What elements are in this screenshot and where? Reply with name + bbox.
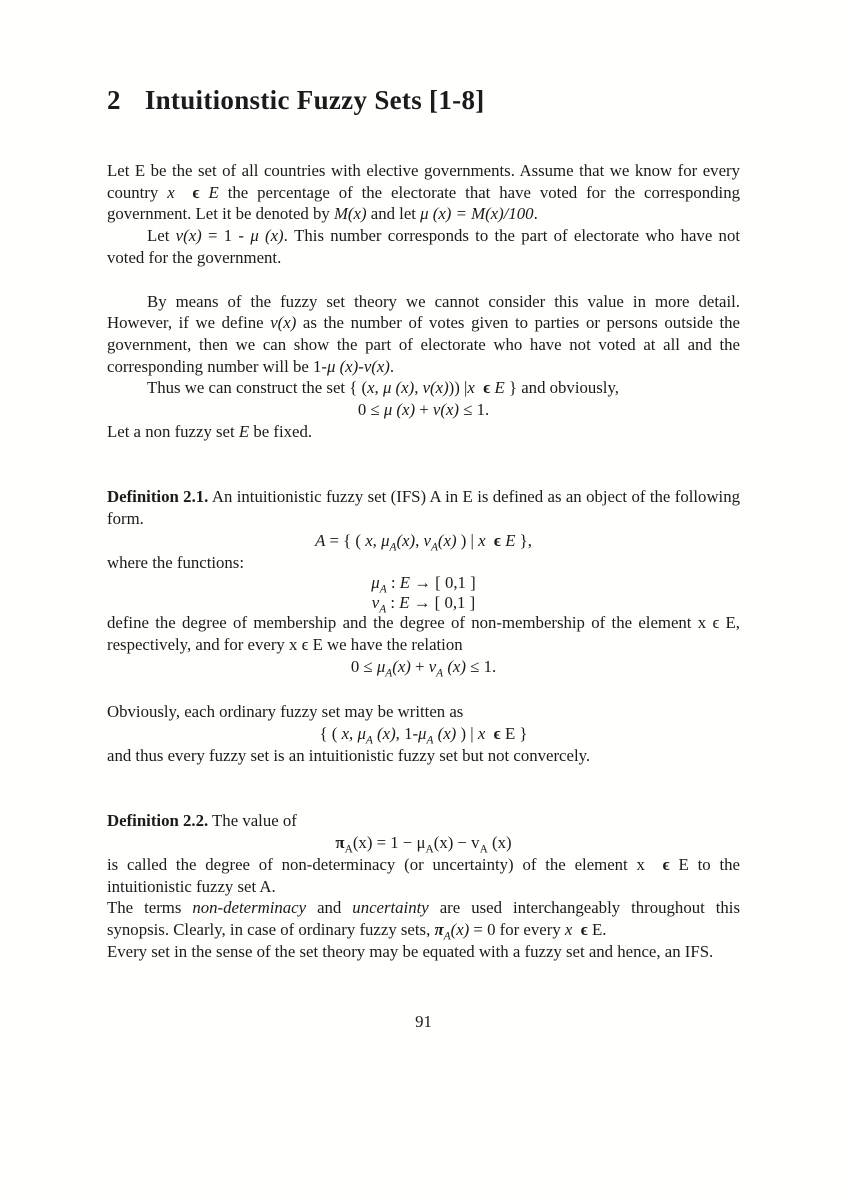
paragraph-terms: The terms non-determinacy and uncertainty are used interchangeably throughout this synopsis. Clearly, in case of ordinary fuzzy sets, $\pi_A(x) = 0$ for every x ϵ E. <box>107 898 741 943</box>
equation-mu-plus-v: 0 ≤ μ (x) + v(x) ≤ 1. <box>357 400 490 420</box>
section-heading <box>107 84 740 116</box>
page-content <box>107 84 740 962</box>
equation-pi-definition: $\pi_A(x) = 1 - \mu_A(x) - v_A$ (x) <box>335 833 512 856</box>
paragraph-every-set: Every set in the sense of the set theory may be equated with a fuzzy set and hence, an IFS. <box>107 941 714 961</box>
section-number: 2 <box>107 85 121 115</box>
line-non-fuzzy-set: Let a non fuzzy set E be fixed. <box>107 421 313 441</box>
equation-mu-a-mapping: $\mu_A$ : E → [ 0,1 ] <box>371 573 476 596</box>
page-number: 91 <box>415 1012 432 1031</box>
paragraph-by-means: By means of the fuzzy set theory we cannot consider this value in more detail. However, if we define v(x) as the number of votes given to parties or persons outside the government, then we can show the part of electorate who have not voted at all and the corresponding number will be 1-μ (x)-v(x). <box>107 291 740 376</box>
paragraph-construct-set: Thus we can construct the set { (x, μ (x), v(x))) |x ϵ E } and obviously, <box>147 378 619 398</box>
definition-2-2: Definition 2.2. The value of <box>107 811 297 831</box>
paragraph-non-determinacy: is called the degree of non-determinacy (or uncertainty) of the element x ϵ E to the intuitionistic fuzzy set A. <box>107 854 740 896</box>
line-where-functions: where the functions: <box>107 552 245 572</box>
paragraph-v-definition: Let v(x) = 1 - μ (x). This number corresponds to the part of electorate who have not voted for the government. <box>107 226 740 267</box>
equation-v-a-mapping: $v_A$ : E → [ 0,1 ] <box>371 592 476 616</box>
definition-2-1: Definition 2.1. An intuitionistic fuzzy set (IFS) A in E is defined as an object of the following form. <box>107 487 741 529</box>
line-and-thus: and thus every fuzzy set is an intuitionistic fuzzy set but not convercely. <box>107 745 591 765</box>
equation-ifs-definition: A = { ( x, $\mu_A(x)$, $v_A(x)$ ) | x ϵ E }, <box>315 530 532 554</box>
section-title: Intuitionstic Fuzzy Sets [1-8] <box>144 85 485 115</box>
paragraph-obviously: Obviously, each ordinary fuzzy set may be written as <box>107 702 464 722</box>
equation-ordinary-fuzzy: { ( x, $\mu_A$ (x), $1-\mu_A$ (x) ) | x ϵ E } <box>319 724 528 747</box>
equation-sum-constraint: $0 \le \mu_A(x) + v_A$ (x) ≤ 1. <box>350 656 497 680</box>
paragraph-define-degrees: define the degree of membership and the degree of non-membership of the element x ϵ E, respectively, and for every x ϵ E we have the relation <box>107 613 740 654</box>
paragraph-intro: Let E be the set of all countries with elective governments. Assume that we know for every country x ϵ E the percentage of the electorate that have voted for the corresponding government. Let it be denoted by M(x) and let μ (x) = M(x)/100. <box>107 161 740 224</box>
